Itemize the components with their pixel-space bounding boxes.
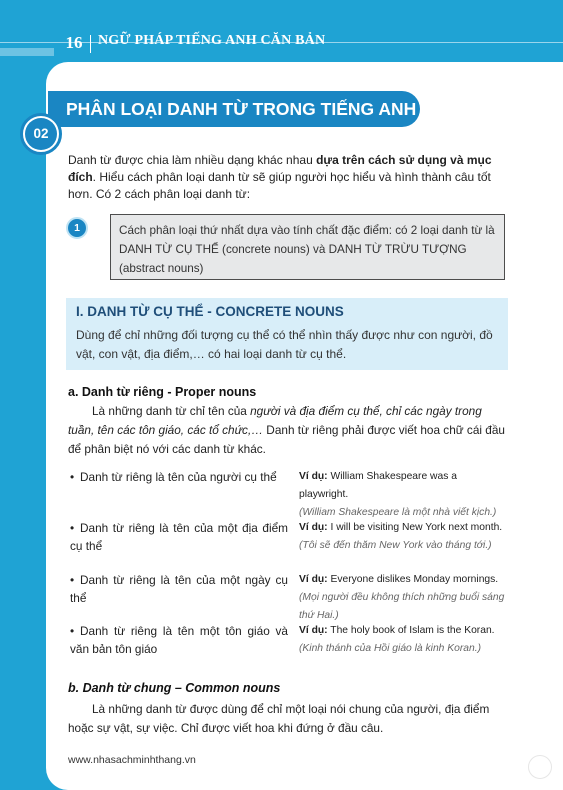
intro-text-start: Danh từ được chia làm nhiều dạng khác nhau: [68, 153, 317, 167]
proper-text-end: Danh từ riêng phải được viết hoa chữ cái đầu để phân biệt nó với các danh từ khác.: [68, 423, 505, 456]
concrete-nouns-title: I. DANH TỪ CỤ THỂ - CONCRETE NOUNS: [76, 304, 344, 319]
page-number: 16: [65, 33, 83, 52]
example-block: [299, 571, 509, 625]
bullet-item: • Danh từ riêng là tên một tôn giáo và văn bản tôn giáo: [70, 624, 288, 656]
example-text: Everyone dislikes Monday mornings.: [327, 574, 499, 585]
book-title: NGỮ PHÁP TIẾNG ANH CĂN BẢN: [98, 33, 326, 48]
section-number: 02: [25, 118, 57, 150]
header-decoration: [0, 48, 54, 56]
example-block: [299, 468, 509, 522]
example-translation: (Mọi người đều không thích những buổi sáng thứ Hai.): [299, 592, 505, 621]
example-text: William Shakespeare was a playwright.: [299, 471, 457, 500]
example-translation: (William Shakespeare là một nhà viết kịch.): [299, 507, 497, 518]
page-number-separator: [90, 35, 91, 53]
intro-paragraph: [68, 152, 508, 203]
footer-website[interactable]: www.nhasachminhthang.vn: [68, 754, 196, 766]
bullet-text: Danh từ riêng là tên của một ngày cụ thể: [70, 573, 288, 605]
bullet-text: Danh từ riêng là tên của người cụ thể: [80, 470, 277, 484]
intro-text-bold: dựa trên cách sử dụng và mục đích: [68, 153, 492, 184]
common-nouns-paragraph: Là những danh từ được dùng để chỉ một loại nói chung của người, địa điểm hoặc sự vật, sự việc. Chỉ được viết hoa khi đứng ở đầu câu.: [68, 702, 490, 735]
proper-nouns-paragraph: [68, 402, 508, 459]
callout-number: 1: [66, 217, 88, 239]
proper-nouns-heading: a. Danh từ riêng - Proper nouns: [68, 385, 257, 399]
example-text: I will be visiting New York next month.: [327, 522, 503, 533]
example-translation: (Tôi sẽ đến thăm New York vào tháng tới.): [299, 540, 492, 551]
callout-text: Cách phân loại thứ nhất dựa vào tính chất đặc điểm: có 2 loại danh từ là DANH TỪ CỤ THỂ (concrete nouns) và DANH TỪ TRỪU TƯỢNG (abstract nouns): [119, 224, 495, 275]
proper-text-italic: người và địa điểm cụ thể, chỉ các ngày trong tuần, tên các tôn giáo, các tổ chức,…: [68, 404, 482, 437]
bullet-text: Danh từ riêng là tên một tôn giáo và văn bản tôn giáo: [70, 624, 288, 656]
concrete-nouns-description: Dùng để chỉ những đối tượng cụ thể có thể nhìn thấy được như con người, đồ vật, con vật, địa điểm,… có hai loại danh từ cụ thể.: [76, 328, 493, 361]
bullet-item: • Danh từ riêng là tên của một ngày cụ thể: [70, 573, 288, 605]
example-label: Ví dụ:: [299, 625, 328, 636]
section-title: PHÂN LOẠI DANH TỪ TRONG TIẾNG ANH: [66, 99, 417, 119]
corner-decoration: [528, 755, 552, 779]
bullet-item: • Danh từ riêng là tên của người cụ thể: [70, 470, 277, 484]
example-block: [299, 519, 509, 555]
example-translation: (Kinh thánh của Hồi giáo là kinh Koran.): [299, 643, 482, 654]
proper-text-start: Là những danh từ chỉ tên của: [92, 404, 251, 418]
example-label: Ví dụ:: [299, 471, 328, 482]
intro-text-end: . Hiểu cách phân loại danh từ sẽ giúp người học hiểu và hình thành câu tốt hơn. Có 2 cách phân loại danh từ:: [68, 170, 491, 201]
example-text: The holy book of Islam is the Koran.: [327, 625, 495, 636]
bullet-item: • Danh từ riêng là tên của một địa điểm cụ thể: [70, 521, 288, 553]
bullet-text: Danh từ riêng là tên của một địa điểm cụ thể: [70, 521, 288, 553]
example-label: Ví dụ:: [299, 574, 328, 585]
example-block: [299, 622, 509, 658]
example-label: Ví dụ:: [299, 522, 328, 533]
common-nouns-heading: b. Danh từ chung – Common nouns: [68, 681, 281, 695]
